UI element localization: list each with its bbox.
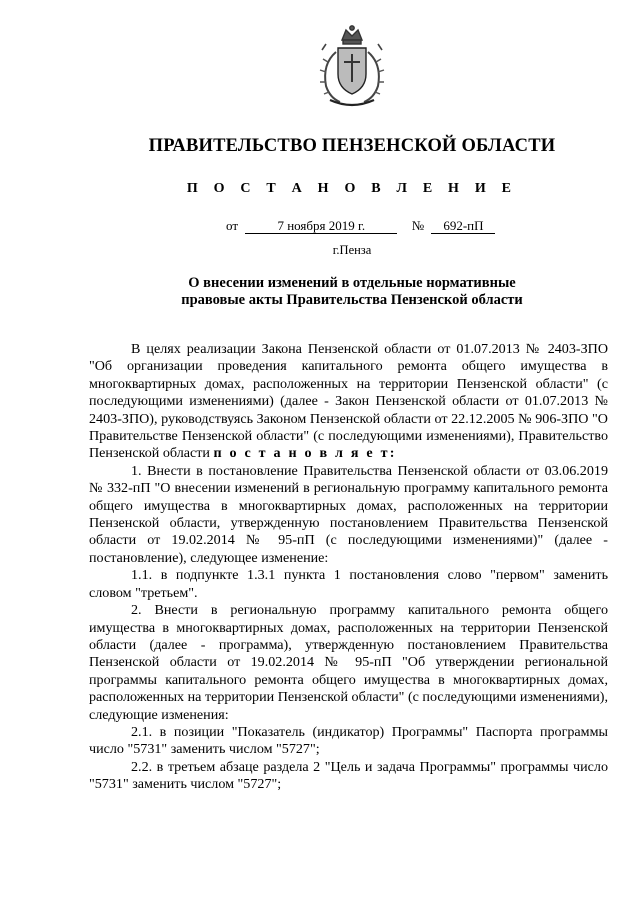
date-label: от (226, 218, 239, 233)
resolves-word: п о с т а н о в л я е т: (213, 445, 397, 462)
paragraph-2-1: 2.1. в позиции "Показатель (индикатор) Программы" Паспорта программы число "5731" заменить числом "5727"; (89, 723, 608, 758)
subject-line-2: правовые акты Правительства Пензенской области (181, 292, 523, 308)
document-subject (32, 275, 640, 309)
paragraph-2-2: 2.2. в третьем абзаце раздела 2 "Цель и задача Программы" программы число "5731" заменить числом "5727"; (89, 758, 608, 793)
government-title: ПРАВИТЕЛЬСТВО ПЕНЗЕНСКОЙ ОБЛАСТИ (148, 136, 556, 156)
preamble-paragraph (89, 341, 608, 463)
city: г.Пенза (332, 243, 372, 257)
number-label: № (411, 218, 425, 233)
paragraph-1-1: 1.1. в подпункте 1.3.1 пункта 1 постановления слово "первом" заменить словом "третьем". (89, 567, 608, 601)
document-body (89, 341, 608, 794)
date-value: 7 ноября 2019 г. (245, 219, 397, 234)
document-type: П О С Т А Н О В Л Е Н И Е (186, 181, 518, 196)
preamble-text: В целях реализации Закона Пензенской области от 01.07.2013 № 2403-ЗПО "Об организации проведения капитального ремонта общего имущества в многоквартирных домах, расположенных на территории Пензенской области" (с последующими изменениями) (далее - Закон Пензенской области от 01.07.2013 № 2403-ЗПО), руководствуясь Законом Пензенской области от 22.12.2005 № 906-ЗПО "О Правительстве Пензенской области" (с последующими изменениями), Правительство Пензенской области (89, 341, 608, 462)
subject-line-1: О внесении изменений в отдельные нормативные (188, 275, 516, 291)
paragraph-1: 1. Внести в постановление Правительства Пензенской области от 03.06.2019 № 332-пП "О внесении изменений в региональную программу капитального ремонта общего имущества в многоквартирных домах, расположенных на территории Пензенской области, утвержденную постановлением Правительства Пензенской области от 19.02.2014 № 95-пП (с последующими изменениями)" (далее - постановление), следующее изменение: (89, 462, 608, 566)
paragraph-2: 2. Внести в региональную программу капитального ремонта общего имущества в многоквартирных домах, расположенных на территории Пензенской области (далее - программа), утвержденную постановлением Правительства Пензенской области от 19.02.2014 № 95-пП "Об утверждении региональной программы капитального ремонта общего имущества в многоквартирных домах, расположенных на территории Пензенской области" (с последующими изменениями), следующие изменения: (89, 602, 608, 723)
number-value: 692-пП (431, 219, 495, 234)
date-number-line (226, 218, 495, 234)
coat-of-arms-emblem (316, 22, 388, 112)
